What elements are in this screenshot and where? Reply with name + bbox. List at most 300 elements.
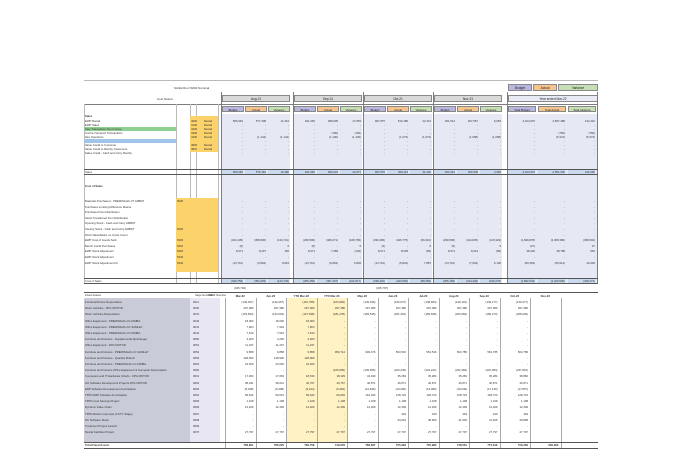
cos-cell: (299,506) [303,238,315,243]
fa-cell: - [374,318,376,323]
fa-cell: 449 [523,411,528,416]
month-header: Nov-21 [434,95,502,102]
cos-row-code: 5330 [177,255,184,259]
sales-cell: - [314,151,315,155]
fa-cell: - [252,424,254,428]
sales-total-cell: 2,424,970 [508,170,535,174]
cos-row-label: EWP Stock Adjustment [85,255,114,259]
sales-total-cell: 461,514 [434,170,455,174]
sales-cell: - [430,143,431,147]
fa-cell: 11,237 [306,343,315,348]
fa-cell: - [527,331,528,335]
cos-cell: - [242,215,243,220]
ytd-col-header: Total Variance [568,106,596,112]
fa-cell: (223,241) [424,368,437,373]
fa-cell: (181,278) [333,312,345,317]
cos-cell: - [314,221,315,226]
fa-cell: 38,600 [427,417,437,422]
sales-cell: - [477,131,478,135]
sales-row-label: Value Credit to Customer [85,143,117,147]
fa-cell: - [496,343,498,348]
sales-cell: - [454,143,455,147]
cos-cell: (66) [426,249,431,254]
col-header-budget: Budget [294,106,316,112]
fa-cell: 12,409 [488,405,498,410]
fa-cell: 449 [431,411,437,416]
cos-cell: - [360,227,361,231]
fa-cell: 9,858 [307,349,315,354]
fa-cell: 297,380 [456,306,467,311]
cos-row-label: Work Value/Mains on Costs Count [85,232,128,237]
cos-cell: - [265,204,266,209]
fa-row-code: 0066 [193,405,200,410]
col-header-variance: Variance [268,106,290,112]
sales-cell: - [430,123,431,127]
fa-cell: 27,797 [336,430,345,435]
cos-total-cell: (305,150) [434,279,455,283]
cos-cell: 5 [359,243,361,248]
cos-cell: - [384,255,385,259]
col-header-variance: Variance [340,106,362,112]
col-header-budget: Budget [222,106,244,112]
fa-cell: - [466,362,467,366]
fa-cell: 38,882 [519,374,528,379]
fa-cell: 17,063 [275,374,284,379]
fa-column-separator [561,298,562,448]
sales-cell: (1,073) [399,135,408,139]
fa-cell: - [374,343,376,348]
fa-cell: 35,284 [488,374,498,379]
sales-total-label: Sales [85,170,92,174]
sage-nominal-label: Sage Nominal [195,293,213,297]
fa-cell: - [405,424,406,428]
column-separator [218,104,219,283]
cos-cell: - [407,255,408,259]
fa-cell: 128,723 [517,393,528,397]
cos-cell: (103) [354,249,361,254]
cos-cell: - [477,215,478,220]
sales-cell: - [500,127,501,131]
fa-cell: 27,797 [458,430,467,435]
sales-row-code: 4100 [191,123,198,127]
cos-cell: (5) [311,243,315,248]
fa-cell: 12,409 [366,405,376,410]
fa-cell: - [405,331,406,335]
sales-row-code: 4000 [191,119,198,123]
fa-cell: 297,380 [365,306,376,311]
fa-cell: 1,108 [429,399,437,404]
sales-cell: - [534,131,535,135]
fa-cell: (183,525) [363,312,376,317]
fa-cell: 18,129 [336,374,345,379]
sales-row-nominal: Rental [204,123,213,127]
col-header-actual: Actual [245,106,267,112]
cos-cell: (134,731) [277,238,289,243]
period-header: Apr-22 [266,294,276,298]
sales-cell: - [288,127,289,131]
fa-row-label: Furniture and Fixtures Office Equipment & Computer Depreciation [85,368,167,373]
fa-cell: (105,656) [363,368,376,373]
report-title: SAGE Run IS002 Nominal [174,86,210,90]
cos-cell: (13,710) [444,260,455,265]
sales-cell: - [454,151,455,155]
cos-cell: - [454,227,455,231]
sales-cell: - [242,131,243,135]
cos-cell: - [288,210,289,215]
fa-cell: 46,871 [519,380,528,385]
sales-total-cell: 576,164 [245,170,266,174]
sales-cell: - [477,151,478,155]
sales-total-cell: 21,240 [410,170,431,174]
sales-row-label: Inter Transaction Non Income [85,127,122,131]
fa-row-code: 0031 [193,312,200,317]
cos-cell: - [564,255,565,259]
cos-cell: - [430,255,431,259]
cos-cell: - [594,255,595,259]
sales-cell: - [477,143,478,147]
fa-cell: 297,380 [395,306,406,311]
cos-cell: - [288,221,289,226]
fa-cell: - [435,343,437,348]
period-header: Nov-23 [540,294,550,298]
col-header-budget: Budget [434,106,456,112]
cos-cell: - [534,215,535,220]
fa-cell: - [496,331,498,335]
month-header: Oct-21 [364,95,432,102]
cos-total-cell: (424,593) [387,279,408,283]
fa-cell: 1,108 [460,399,467,404]
sales-total-cell: 565,684 [222,170,243,174]
cos-cell: - [288,255,289,259]
fa-row-code: 0069 [193,424,200,428]
fa-cell: - [466,355,467,360]
fa-row-label: Office Equipment - PREMINAHC-CC DIMBA [85,318,141,323]
fa-cell: 297,380 [487,306,498,311]
fa-cell: 24,520 [275,362,284,366]
cos-row-label: Stock Transferred from Distribution [85,215,129,220]
cos-cell: - [430,215,431,220]
cos-cell: (108,765) [349,238,361,243]
fa-cell: 900,476 [365,349,376,354]
sales-cell: - [564,127,565,131]
fa-cell: - [435,337,437,342]
fa-cell: (164,666) [333,300,345,304]
fa-cell: - [405,362,406,366]
fa-cell: 17,063 [244,374,254,379]
cos-cell: - [534,232,535,237]
cos-cell: - [288,227,289,231]
sales-cell: - [477,139,478,143]
cos-cell: - [454,221,455,226]
cos-cell: - [454,255,455,259]
sales-row-label: Value Credit to Rentby Customers [85,147,128,151]
cos-cell: - [477,232,478,237]
sales-cell: - [477,123,478,127]
col-header-actual: Actual [387,106,409,112]
sales-cell: - [360,147,361,151]
fa-cell: - [344,331,345,335]
is002-nominal-label: IS002 Nominal [208,293,227,297]
sales-cell: - [430,127,431,131]
fa-total-cell: 749,978 [334,443,345,447]
fa-cell: 27,797 [427,430,437,435]
cos-cell: - [477,243,478,248]
sales-cell: - [407,147,408,151]
fa-cell: 41,625 [458,417,467,422]
cos-cell: - [265,199,266,203]
sales-cell: (782) [588,131,595,135]
fa-cell: - [313,411,315,416]
fa-cell: (8,498) [244,386,254,391]
legend-actual: Actual [533,84,557,91]
cos-row-label: Purchases Limiting Difference Mainte [85,204,132,209]
fa-cell: (183,668) [424,312,437,317]
cos-cell: - [407,232,408,237]
fa-cell: - [466,318,467,323]
cos-cell: - [594,210,595,215]
fa-cell: 29,898 [519,417,528,422]
cos-cell: 7,968 [331,249,338,254]
cos-cell: 6,106 [494,260,501,265]
sales-cell: - [288,151,289,155]
fa-cell: 9,858 [277,349,284,354]
sales-cell: (1,144) [280,135,289,139]
fa-cell: 297,380 [304,306,315,311]
fa-cell: (237,816) [516,368,528,373]
cos-cell: - [534,255,535,259]
cos-subtotal: (325,792) [234,286,246,290]
fa-total-cell: 706,239 [517,443,528,447]
fa-cell: 27,797 [305,430,315,435]
sales-cell: - [564,151,565,155]
fa-cell: 27,797 [275,430,284,435]
cos-total-cell: (1,892,032) [508,279,535,283]
fa-cell: - [344,324,345,329]
fa-cell: 563,785 [487,349,498,354]
fa-row-code: 0061 [193,374,200,379]
sales-cell: - [500,151,501,155]
fa-cell: - [283,424,284,428]
fa-cell: - [435,324,437,329]
cos-cell: - [534,204,535,209]
fa-cell: (181,491) [394,312,406,317]
sales-cell: - [534,139,535,143]
fa-cell: 4,200 [246,337,254,342]
fa-cell: - [405,355,406,360]
fa-cell: 46,871 [397,380,406,385]
sales-cell: - [288,139,289,143]
fa-cell: 297,380 [517,306,528,311]
cos-cell: - [564,210,565,215]
sales-cell: 510,189 [397,119,408,123]
cos-cell: (2,308,380) [550,238,565,243]
fa-cell: 12,409 [519,405,528,410]
fa-row-code: 0064 [193,393,200,397]
sales-cell: - [314,127,315,131]
fa-cell: (232,384) [455,368,467,373]
cos-row-code: 5310 [177,243,184,248]
fa-cell: 12,409 [458,405,467,410]
sales-cell: - [242,139,243,143]
cos-cell: - [314,210,315,215]
cos-cell: - [242,232,243,237]
cos-cell: - [242,204,243,209]
fa-cell: - [405,324,406,329]
cos-cell: 6 [287,243,289,248]
sales-total-cell: 24,971 [340,170,361,174]
cos-cell: - [454,210,455,215]
fa-cell: 148,900 [273,355,284,360]
cos-total-cell: (454,493) [245,279,266,283]
fa-cell: - [496,424,498,428]
fa-cell: (149,191) [455,300,467,304]
cos-cell: - [265,255,266,259]
fa-cell: 27,797 [488,430,498,435]
sales-cell: - [242,143,243,147]
cos-cell: - [477,255,478,259]
sales-total-cell: 509,116 [387,170,408,174]
cos-cell: - [500,232,501,237]
cos-cell: - [430,227,431,231]
cos-cell: - [534,221,535,226]
cos-cell: - [454,232,455,237]
fa-cell: 148,900 [243,355,254,360]
fa-cell: 7,610 [307,331,315,335]
sales-cell: - [407,127,408,131]
cos-cell: - [360,199,361,203]
cos-cell: 166 [284,249,289,254]
cos-cell: - [407,204,408,209]
fa-row-code: 0063 [193,386,200,391]
cos-cell: - [407,199,408,203]
sales-cell: - [314,143,315,147]
sales-cell: - [337,143,338,147]
fa-cell: - [374,424,376,428]
cos-cell: (408,271) [326,238,338,243]
sales-cell: - [265,147,266,151]
sales-cell: (5,374) [586,135,595,139]
cos-cell: (458,836) [254,238,266,243]
sales-cell: - [360,127,361,131]
period-header: Sep-23 [479,294,489,298]
fa-cell: - [283,417,284,422]
fa-cell: (148,684) [424,300,437,304]
sales-cell: - [288,143,289,147]
sales-row-code: 4200 [191,127,198,131]
cos-cell: - [288,232,289,237]
fa-total-cell: 748,561 [456,443,467,447]
sales-total-cell: 486,023 [317,170,338,174]
fa-cell: (9,104) [305,386,315,391]
cos-cell: - [534,210,535,215]
sales-cell: - [477,147,478,151]
cos-cell: (330,465) [373,238,385,243]
cos-cell: - [265,243,266,248]
cos-cell: - [360,221,361,226]
sales-cell: - [314,147,315,151]
cos-cell: - [407,215,408,220]
cos-cell: - [500,255,501,259]
sales-cell: - [360,123,361,127]
sales-cell: - [454,139,455,143]
fa-cell: - [344,362,345,366]
fa-cell: 40,767 [305,380,315,385]
fa-row-code: 0042 [193,331,200,335]
sales-row-label: Contra Transport Transactions [85,131,123,135]
fa-cell: - [496,362,498,366]
cos-row-label: EWP Stock Adjustment [85,249,114,254]
col-header-variance: Variance [480,106,502,112]
fa-cell: (149,477) [516,300,528,304]
sales-cell: 6,053 [494,119,501,123]
fa-cell: 18,000 [275,318,284,323]
cos-cell: - [430,232,431,237]
cos-cell: (7,604) [469,260,478,265]
sales-cell: 11,344 [280,119,289,123]
sales-cell: 2,424,970 [522,119,535,123]
fa-total-cell: 789,697 [365,443,376,447]
fa-cell: - [252,368,254,373]
sales-cell: - [384,143,385,147]
fa-cell: 7,904 [307,324,315,329]
cos-cell: - [242,210,243,215]
period-header: Mar-22 [235,294,245,298]
cos-cell: (3,894) [257,260,266,265]
sales-section-label: Sales [85,114,93,118]
cos-cell: - [314,199,315,203]
cos-cell: 8,071 [448,249,455,254]
fa-row-code: 0011 [193,300,200,304]
fa-cell: (17,149) [487,386,498,391]
cos-cell: - [500,210,501,215]
cos-cell: - [407,221,408,226]
fa-cell: 297,380 [273,306,284,311]
fa-cell: - [313,424,315,428]
fa-cell: - [405,343,406,348]
cos-cell: 8,005 [401,249,408,254]
cos-cell: 6 [429,243,431,248]
fa-cell: (10,296) [395,386,406,391]
cos-subtotal: (325,797) [376,286,388,290]
fa-cell: - [374,362,376,366]
fa-cell: 12,409 [305,405,315,410]
cos-row-code: 5000 [177,199,184,203]
fa-cell: (183,684) [455,312,467,317]
month-header: Aug-21 [222,95,290,102]
cos-cell: - [265,215,266,220]
fa-cell: 12,409 [244,405,254,410]
sales-cell: - [430,131,431,135]
cos-cell: - [265,210,266,215]
cos-cell: - [430,210,431,215]
cos-cell: - [564,221,565,226]
fa-row-label: Furniture/Fixture Depreciation [85,300,122,304]
cos-cell: - [242,221,243,226]
fa-cell: - [527,318,528,323]
cos-total-cell: (407,167) [317,279,338,283]
cos-cell: (426,775) [396,238,408,243]
fa-cell: - [527,324,528,329]
cos-cell: (458,502) [583,238,595,243]
period-header: YTD Mar-23 [324,294,340,298]
sales-cell: - [265,143,266,147]
fa-cell: 24,520 [305,362,315,366]
fa-cell: - [466,337,467,342]
fa-total-cell: 725,963 [395,443,406,447]
cos-cell: 562 [590,249,595,254]
sales-row-label: EWP Rental [85,119,101,123]
fa-cell: 41,625 [488,417,498,422]
